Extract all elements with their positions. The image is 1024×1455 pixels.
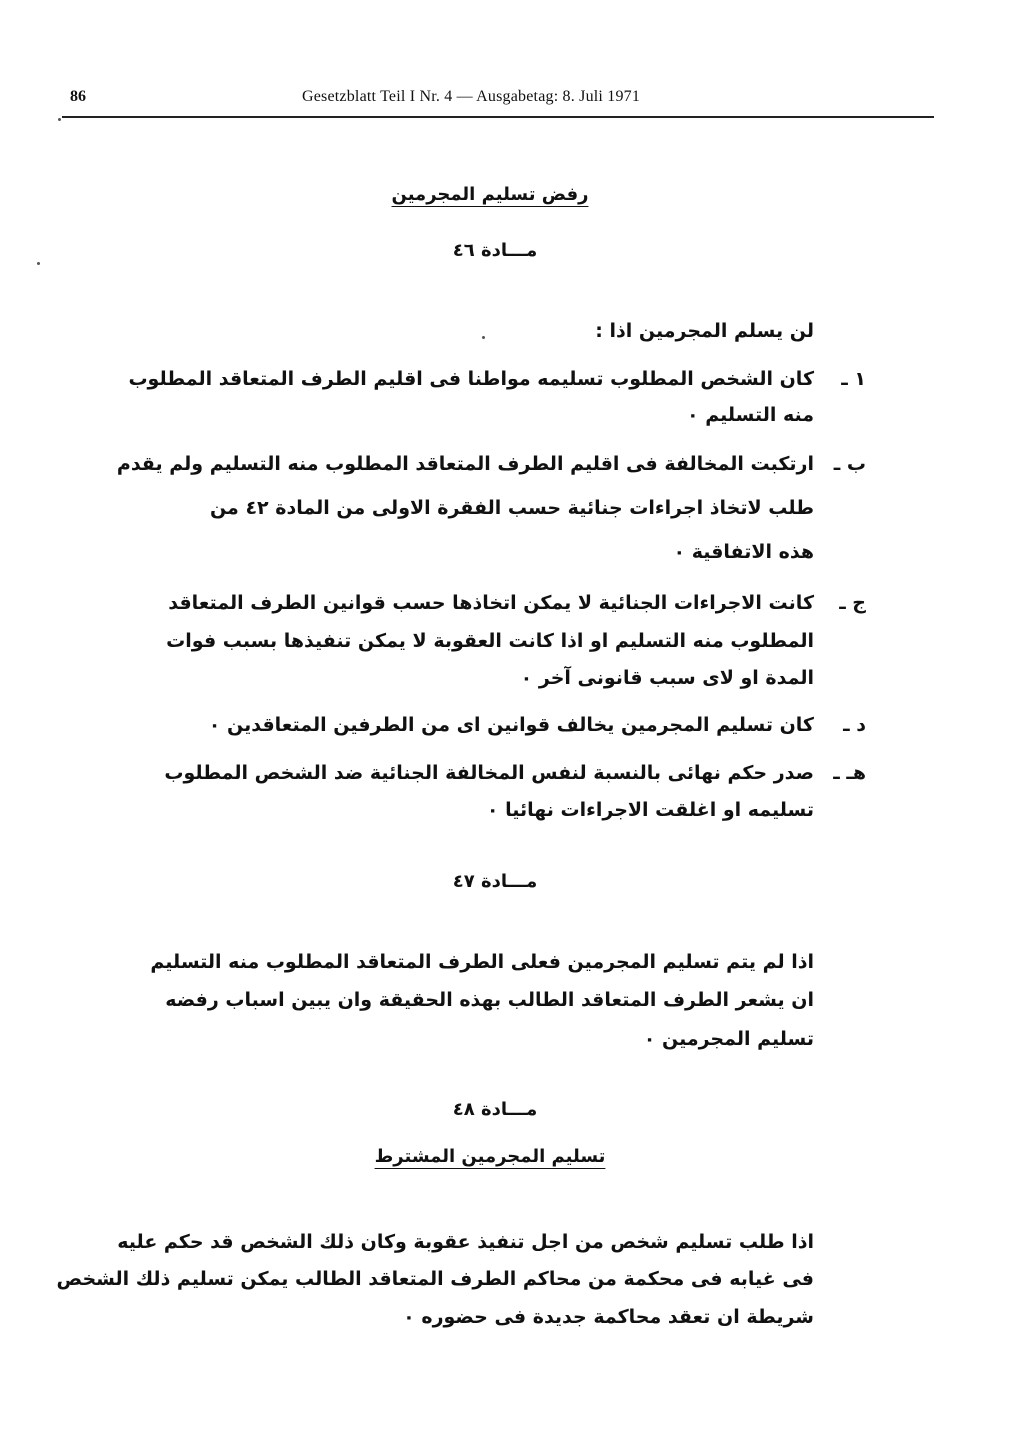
page-header bbox=[62, 88, 934, 118]
page-number: 86 bbox=[70, 88, 86, 105]
article-46-heading: مـــادة ٤٦ bbox=[452, 240, 538, 261]
article-48-subtitle: تسليم المجرمين المشترط bbox=[374, 1146, 606, 1167]
article-47-heading: مـــادة ٤٧ bbox=[452, 871, 538, 892]
article-47-line-1: اذا لم يتم تسليم المجرمين فعلى الطرف المتعاقد المطلوب منه التسليم bbox=[150, 951, 814, 973]
item-marker-2: ب ـ bbox=[833, 453, 866, 475]
article-46-intro: لن يسلم المجرمين اذا : bbox=[595, 320, 814, 342]
item-1-line-1: كان الشخص المطلوب تسليمه مواطنا فى اقليم الطرف المتعاقد المطلوب bbox=[128, 368, 814, 390]
item-2-line-1: ارتكبت المخالفة فى اقليم الطرف المتعاقد المطلوب منه التسليم ولم يقدم bbox=[116, 453, 814, 475]
section-title: رفض تسليم المجرمين bbox=[391, 184, 589, 205]
item-1-line-2: منه التسليم ٠ bbox=[686, 404, 814, 426]
article-48-heading: مـــادة ٤٨ bbox=[452, 1099, 538, 1120]
item-5-line-2: تسليمه او اغلقت الاجراءات نهائيا ٠ bbox=[486, 799, 814, 821]
running-head: Gesetzblatt Teil I Nr. 4 — Ausgabetag: 8. Juli 1971 bbox=[302, 88, 641, 105]
article-47-line-3: تسليم المجرمين ٠ bbox=[643, 1028, 814, 1050]
item-5-line-1: صدر حكم نهائى بالنسبة لنفس المخالفة الجنائية ضد الشخص المطلوب bbox=[164, 762, 814, 784]
item-4-line-1: كان تسليم المجرمين يخالف قوانين اى من الطرفين المتعاقدين ٠ bbox=[208, 714, 814, 736]
scan-speck bbox=[482, 336, 485, 339]
article-48-line-3: شريطة ان تعقد محاكمة جديدة فى حضوره ٠ bbox=[403, 1306, 814, 1328]
item-marker-5: هـ ـ bbox=[833, 762, 866, 784]
item-marker-4: د ـ bbox=[843, 714, 866, 736]
item-2-line-2: طلب لاتخاذ اجراءات جنائية حسب الفقرة الاولى من المادة ٤٢ من bbox=[209, 497, 814, 519]
scan-speck bbox=[37, 262, 40, 265]
item-marker-3: ج ـ bbox=[839, 592, 866, 614]
item-3-line-3: المدة او لاى سبب قانونى آخر ٠ bbox=[520, 667, 814, 689]
item-3-line-1: كانت الاجراءات الجنائية لا يمكن اتخاذها حسب قوانين الطرف المتعاقد bbox=[168, 592, 814, 614]
item-3-line-2: المطلوب منه التسليم او اذا كانت العقوبة لا يمكن تنفيذها بسبب فوات bbox=[166, 630, 814, 652]
scan-speck bbox=[58, 118, 61, 121]
article-47-line-2: ان يشعر الطرف المتعاقد الطالب بهذه الحقيقة وان يبين اسباب رفضه bbox=[165, 989, 814, 1011]
item-2-line-3: هذه الاتفاقية ٠ bbox=[673, 541, 814, 563]
item-marker-1: ١ ـ bbox=[841, 368, 866, 390]
article-48-line-2: فى غيابه فى محكمة من محاكم الطرف المتعاقد الطالب يمكن تسليم ذلك الشخص bbox=[56, 1268, 814, 1290]
article-48-line-1: اذا طلب تسليم شخص من اجل تنفيذ عقوبة وكان ذلك الشخص قد حكم عليه bbox=[117, 1231, 814, 1253]
